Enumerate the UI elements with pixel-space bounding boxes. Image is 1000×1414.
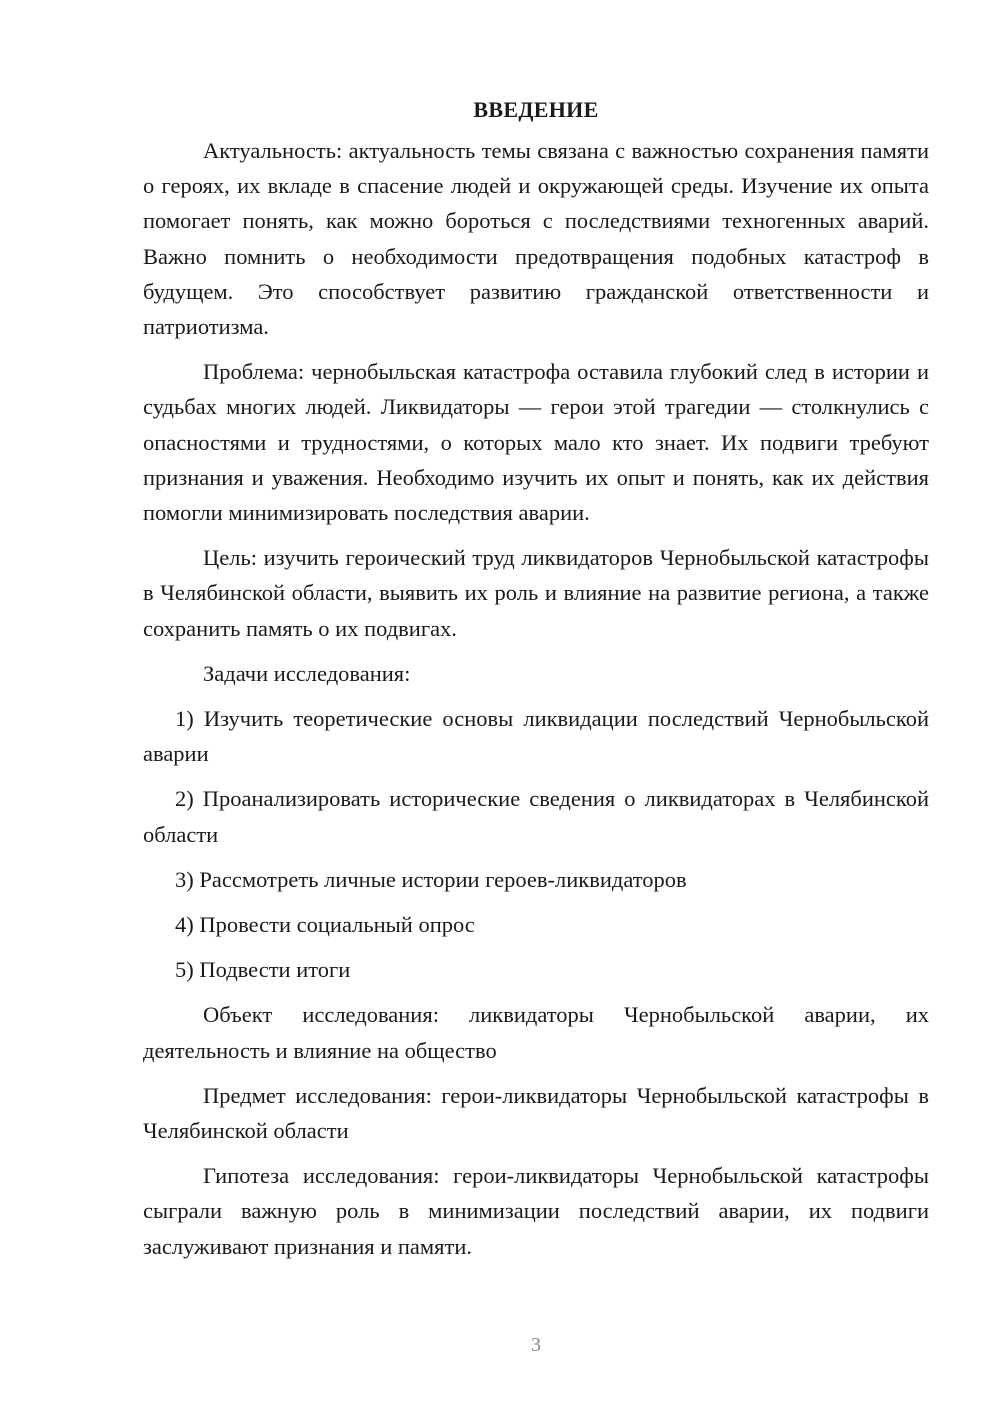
problem-paragraph: Проблема: чернобыльская катастрофа оставила глубокий след в истории и судьбах многих людей. Ликвидаторы — герои этой трагедии — столкнулись с опасностями и трудностями, о которых мало кто знает. Их подвиги требуют признания и уважения. Необходимо изучить их опыт и понять, как их действия помогли минимизировать последствия аварии. xyxy=(143,359,929,526)
hypothesis-paragraph: Гипотеза исследования: герои-ликвидаторы Чернобыльской катастрофы сыграли важную роль в минимизации последствий аварии, их подвиги заслуживают признания и памяти. xyxy=(143,1163,929,1259)
task-item-4: 4) Провести социальный опрос xyxy=(175,912,475,938)
task-item-3: 3) Рассмотреть личные истории героев-ликвидаторов xyxy=(175,866,687,892)
task-item-1: 1) Изучить теоретические основы ликвидации последствий Чернобыльской аварии xyxy=(143,706,929,767)
object-paragraph: Объект исследования: ликвидаторы Чернобыльской аварии, их деятельность и влияние на общество xyxy=(143,1002,929,1063)
tasks-list xyxy=(143,701,929,987)
document-page xyxy=(143,92,929,1274)
task-item-5: 5) Подвести итоги xyxy=(175,957,351,983)
goal-paragraph: Цель: изучить героический труд ликвидаторов Чернобыльской катастрофы в Челябинской области, выявить их роль и влияние на развитие региона, а также сохранить память о их подвигах. xyxy=(143,545,929,641)
task-item-2: 2) Проанализировать исторические сведения о ликвидаторах в Челябинской области xyxy=(143,786,929,847)
page-number: 3 xyxy=(531,1334,541,1356)
subject-paragraph: Предмет исследования: герои-ликвидаторы Чернобыльской катастрофы в Челябинской области xyxy=(143,1082,929,1144)
relevance-paragraph: Актуальность: актуальность темы связана с важностью сохранения памяти о героях, их вкладе в спасение людей и окружающей среды. Изучение их опыта помогает понять, как можно бороться с последствиями техногенных аварий. Важно помнить о необходимости предотвращения подобных катастроф в будущем. Это способствует развитию гражданской ответственности и патриотизма. xyxy=(143,138,929,340)
page-title: ВВЕДЕНИЕ xyxy=(473,97,599,122)
tasks-heading: Задачи исследования: xyxy=(203,660,411,686)
